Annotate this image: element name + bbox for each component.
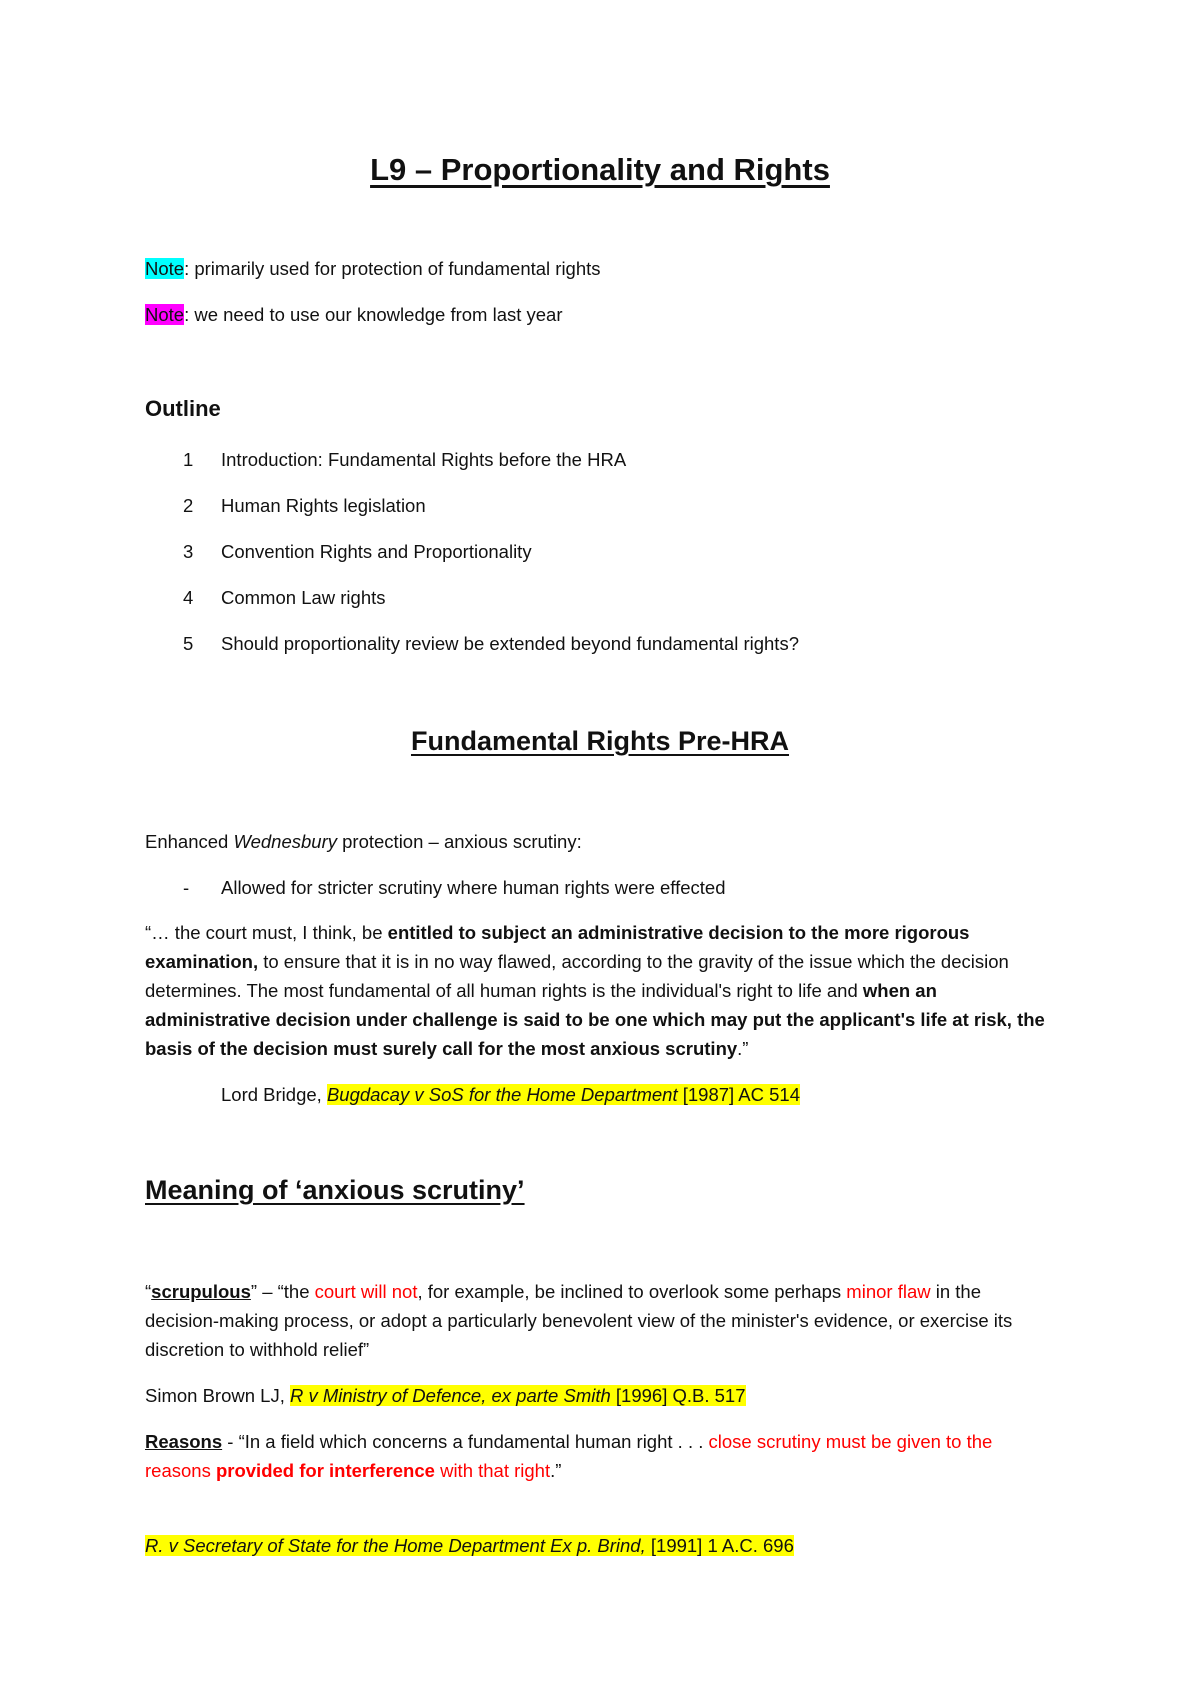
case-name-wednesbury: Wednesbury xyxy=(233,831,337,852)
quote-emphasis: entitled to subject an administrative decision to the more rigorous examination, xyxy=(145,922,970,972)
case-name: R v Ministry of Defence, ex parte Smith xyxy=(289,1385,611,1406)
quote-text: in the decision-making process, or adopt a particularly benevolent view of the minister's evidence, or exercise its discretion to withhold relief” xyxy=(145,1281,1013,1360)
outline-number: 4 xyxy=(183,587,194,608)
citation-author: Lord Bridge, xyxy=(221,1084,327,1105)
citation-author: Simon Brown LJ, xyxy=(145,1385,290,1406)
term-reasons: Reasons xyxy=(145,1431,223,1452)
outline-number: 5 xyxy=(183,633,194,654)
outline-text: Human Rights legislation xyxy=(221,495,426,516)
case-name: R. v Secretary of State for the Home Department Ex p. Brind, xyxy=(145,1535,646,1556)
case-reference: [1991] 1 A.C. 696 xyxy=(645,1535,794,1556)
quote-highlight-red: close scrutiny must be given to the reasons xyxy=(145,1431,993,1481)
citation-brind xyxy=(145,1531,794,1560)
outline-text: Should proportionality review be extended beyond fundamental rights? xyxy=(221,633,799,654)
outline-item xyxy=(183,583,386,612)
quote-emphasis: when an administrative decision under challenge is said to be one which may put the applicant's life at risk, the basis of the decision must surely call for the most anxious scrutiny xyxy=(145,980,1045,1059)
note-label: Note xyxy=(145,258,185,279)
quote-mark: “ xyxy=(145,1281,152,1302)
bullet-item xyxy=(183,873,726,902)
outline-number: 2 xyxy=(183,495,194,516)
outline-text: Introduction: Fundamental Rights before the HRA xyxy=(221,449,627,470)
quote-text: to ensure that it is in no way flawed, according to the gravity of the issue which the decision determines. The most fundamental of all human rights is the individual's right to life and xyxy=(145,951,1009,1001)
quote-text: , for example, be inclined to overlook some perhaps xyxy=(417,1281,847,1302)
outline-item xyxy=(183,629,799,658)
citation-smith xyxy=(145,1381,746,1410)
quote-text: “… the court must, I think, be xyxy=(145,922,388,943)
outline-item xyxy=(183,491,426,520)
case-name: Bugdacay v SoS for the Home Department xyxy=(326,1084,678,1105)
scrupulous-paragraph xyxy=(145,1277,1055,1364)
quote-highlight-red: with that right xyxy=(434,1460,551,1481)
outline-number: 1 xyxy=(183,449,194,470)
citation-bugdacay xyxy=(221,1080,800,1109)
quote-lord-bridge xyxy=(145,918,1055,1063)
case-reference: [1987] AC 514 xyxy=(677,1084,800,1105)
outline-text: Convention Rights and Proportionality xyxy=(221,541,532,562)
term-scrupulous: scrupulous xyxy=(151,1281,251,1302)
quote-text: .” xyxy=(737,1038,749,1059)
quote-text: - “In a field which concerns a fundamental human right . . . xyxy=(222,1431,709,1452)
intro-text: Enhanced xyxy=(145,831,234,852)
bullet-text: Allowed for stricter scrutiny where human rights were effected xyxy=(221,877,726,898)
outline-number: 3 xyxy=(183,541,194,562)
outline-text: Common Law rights xyxy=(221,587,386,608)
outline-item xyxy=(183,537,532,566)
quote-highlight-red-bold: provided for interference xyxy=(215,1460,435,1481)
intro-line xyxy=(145,827,582,856)
intro-text: protection – anxious scrutiny: xyxy=(337,831,582,852)
quote-text: ” – “the xyxy=(250,1281,315,1302)
section-heading-anxious-scrutiny: Meaning of ‘anxious scrutiny’ xyxy=(145,1175,525,1205)
outline-heading: Outline xyxy=(145,396,221,421)
page-title: L9 – Proportionality and Rights xyxy=(370,152,830,187)
quote-highlight-red: minor flaw xyxy=(846,1281,931,1302)
reasons-paragraph xyxy=(145,1427,1055,1485)
note-line-2 xyxy=(145,300,563,329)
bullet-dash: - xyxy=(183,877,190,898)
note-line-1 xyxy=(145,254,601,283)
quote-highlight-red: court will not xyxy=(314,1281,418,1302)
section-heading-fundamental-rights: Fundamental Rights Pre-HRA xyxy=(410,726,790,756)
note-text: : we need to use our knowledge from last year xyxy=(184,304,563,325)
case-reference: [1996] Q.B. 517 xyxy=(610,1385,746,1406)
note-label: Note xyxy=(145,304,185,325)
outline-item xyxy=(183,445,626,474)
quote-text: .” xyxy=(550,1460,562,1481)
note-text: : primarily used for protection of fundamental rights xyxy=(184,258,601,279)
